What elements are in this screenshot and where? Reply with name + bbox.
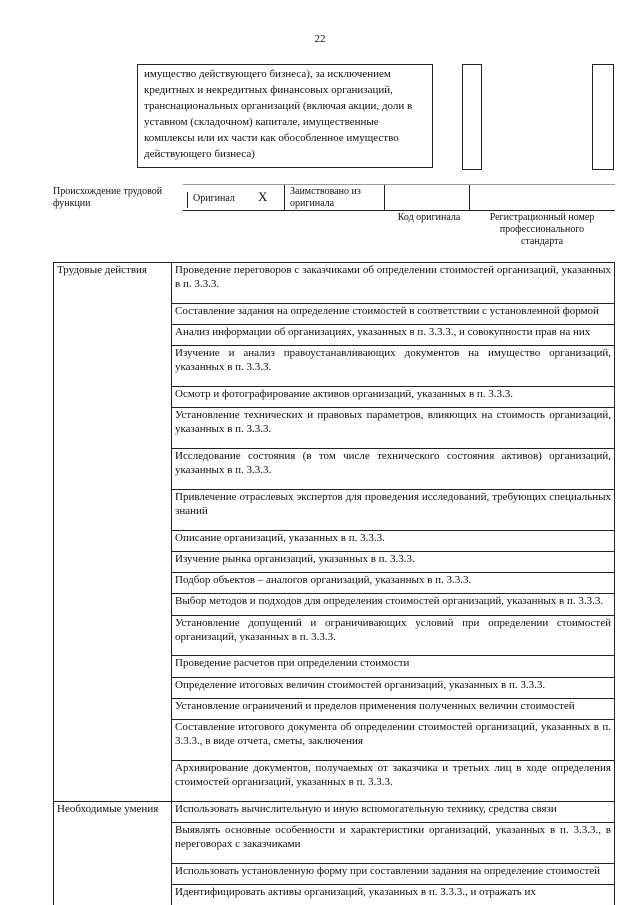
table-cell-item: Определение итоговых величин стоимостей организаций, указанных в п. 3.3.3. (172, 677, 615, 698)
origin-divider-1 (284, 185, 285, 210)
original-mark: X (258, 189, 268, 204)
origin-label: Происхождение трудовой функции (53, 186, 163, 209)
origin-bottom-line (183, 210, 615, 211)
page-number: 22 (314, 33, 326, 45)
table-cell-item: Использовать установленную форму при составлении задания на определение стоимостей (172, 863, 615, 884)
table-cell-item: Описание организаций, указанных в п. 3.3.3. (172, 530, 615, 551)
origin-top-line (183, 184, 615, 185)
original-label: Оригинал (193, 193, 235, 204)
labor-function-table (53, 262, 615, 905)
origin-left-tick (187, 192, 188, 208)
table-cell-item: Проведение переговоров с заказчиками об определении стоимостей организаций, указанных в п. 3.3.3. (172, 263, 615, 304)
table-cell-item: Проведение расчетов при определении стоимости (172, 656, 615, 677)
table-cell-item: Осмотр и фотографирование активов организаций, указанных в п. 3.3.3. (172, 387, 615, 408)
reg-number-label: Регистрационный номер профессионального стандарта (489, 212, 595, 247)
continuation-text-box (137, 64, 433, 168)
borrowed-label: Заимствовано из оригинала (290, 186, 361, 209)
section-title: Необходимые умения (54, 801, 172, 905)
table-cell-item: Подбор объектов – аналогов организаций, указанных в п. 3.3.3. (172, 573, 615, 594)
section-title: Трудовые действия (54, 263, 172, 802)
side-cell-2 (592, 64, 614, 170)
side-cell-1 (462, 64, 482, 170)
table-row (54, 263, 615, 304)
table-cell-item: Привлечение отраслевых экспертов для проведения исследований, требующих специальных знаний (172, 490, 615, 531)
origin-divider-2 (384, 185, 385, 210)
table-cell-item: Использовать вычислительную и иную вспомогательную технику, средства связи (172, 801, 615, 822)
table-cell-item: Составление задания на определение стоимостей в соответствии с установленной формой (172, 303, 615, 324)
table-cell-item: Исследование состояния (в том числе технического состояния активов) организаций, указанных в п. 3.3.3. (172, 449, 615, 490)
table-cell-item: Идентифицировать активы организаций, указанных в п. 3.3.3., и отражать их (172, 884, 615, 905)
continuation-text: имущество действующего бизнеса), за исключением кредитных и некредитных финансовых организаций, транснациональных организаций (включая акции, доли в уставном (складочном) капитале, имущественные комплексы или их части как обособленное имущество действующего бизнеса) (144, 68, 413, 160)
table-cell-item: Составление итогового документа об определении стоимостей организаций, указанных в п. 3.3.3., в виде отчета, сметы, заключения (172, 719, 615, 760)
table-cell-item: Изучение и анализ правоустанавливающих документов на имущество организаций, указанных в п. 3.3.3. (172, 346, 615, 387)
table-cell-item: Установление технических и правовых параметров, влияющих на стоимость организаций, указанных в п. 3.3.3. (172, 408, 615, 449)
table-cell-item: Выбор методов и подходов для определения стоимостей организаций, указанных в п. 3.3.3. (172, 594, 615, 615)
table-row (54, 801, 615, 822)
origin-divider-3 (469, 185, 470, 210)
code-label: Код оригинала (397, 212, 461, 223)
table-cell-item: Анализ информации об организациях, указанных в п. 3.3.3., и совокупности прав на них (172, 325, 615, 346)
table-cell-item: Установление ограничений и пределов применения полученных величин стоимостей (172, 698, 615, 719)
table-cell-item: Архивирование документов, получаемых от заказчика и третьих лиц в ходе определения стоимостей организаций, указанных в п. 3.3.3. (172, 760, 615, 801)
table-cell-item: Установление допущений и ограничивающих условий при определении стоимостей организаций, указанных в п. 3.3.3. (172, 615, 615, 656)
table-cell-item: Выявлять основные особенности и характеристики организаций, указанных в п. 3.3.3., в переговорах с заказчиками (172, 822, 615, 863)
table-cell-item: Изучение рынка организаций, указанных в п. 3.3.3. (172, 552, 615, 573)
